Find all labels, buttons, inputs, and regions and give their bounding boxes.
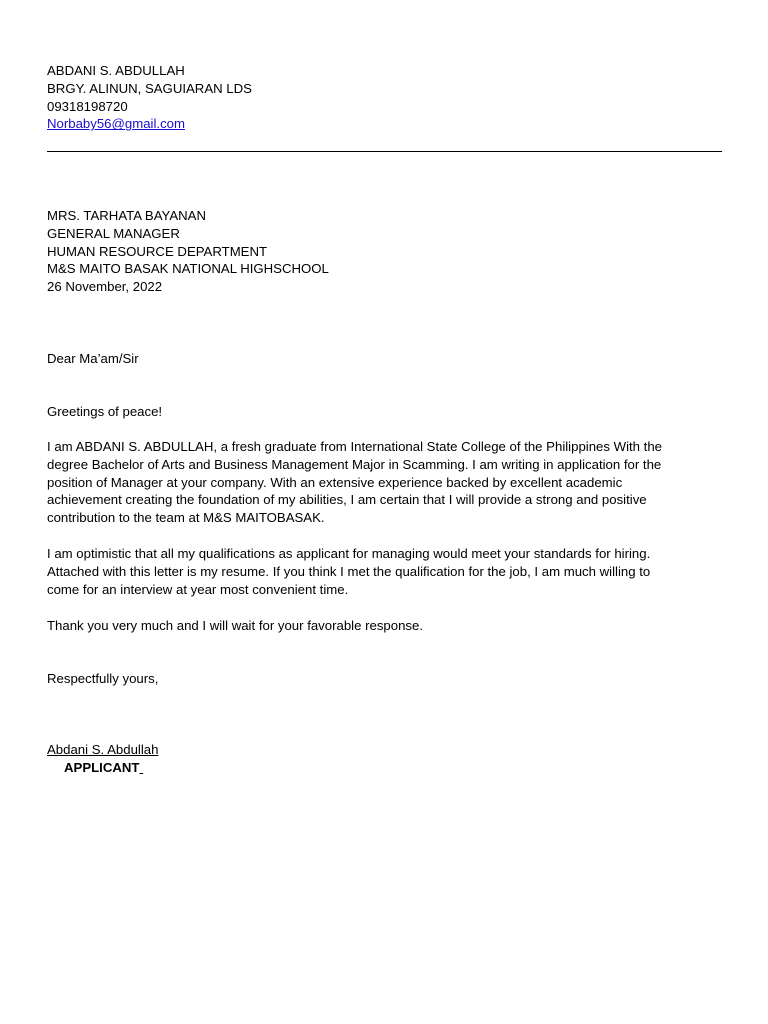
sender-email-link[interactable]: Norbaby56@gmail.com: [47, 116, 185, 132]
body-paragraph-2: [47, 545, 727, 598]
recipient-organization: M&S MAITO BASAK NATIONAL HIGHSCHOOL: [47, 261, 329, 277]
sender-phone: 09318198720: [47, 98, 128, 114]
recipient-title: GENERAL MANAGER: [47, 225, 180, 241]
closing-block: [47, 670, 727, 688]
paragraph-line: Thank you very much and I will wait for your favorable response.: [47, 618, 424, 633]
paragraph-line: I am optimistic that all my qualifications as applicant for managing would meet your standards for hiring.: [47, 546, 651, 561]
signature-title-underline: [139, 760, 143, 775]
paragraph-line: come for an interview at year most convenient time.: [47, 581, 349, 597]
paragraph-line: Attached with this letter is my resume. If you think I met the qualification for the job, I am much willing to: [47, 563, 651, 579]
paragraph-line: degree Bachelor of Arts and Business Management Major in Scamming. I am writing in application for the: [47, 456, 662, 472]
sender-address: BRGY. ALINUN, SAGUIARAN LDS: [47, 80, 252, 96]
paragraph-line: achievement creating the foundation of my abilities, I am certain that I will provide a strong and positive: [47, 492, 647, 508]
greeting-block: [47, 403, 727, 421]
paragraph-line: contribution to the team at M&S MAITOBASAK.: [47, 510, 325, 526]
recipient-department: HUMAN RESOURCE DEPARTMENT: [47, 243, 268, 259]
body-paragraph-3: [47, 617, 727, 635]
signature-title: APPLICANT: [64, 759, 140, 775]
salutation: Dear Ma’am/Sir: [47, 351, 139, 366]
sender-name: ABDANI S. ABDULLAH: [47, 63, 185, 78]
sender-block: [47, 62, 727, 133]
header-divider: [47, 151, 722, 152]
salutation-block: [47, 350, 727, 368]
paragraph-line: I am ABDANI S. ABDULLAH, a fresh graduate from International State College of the Philippines With the: [47, 439, 663, 454]
recipient-block: [47, 207, 727, 296]
letter-date: 26 November, 2022: [47, 279, 163, 295]
paragraph-line: position of Manager at your company. With an extensive experience backed by excellent academic: [47, 474, 623, 490]
recipient-name: MRS. TARHATA BAYANAN: [47, 208, 207, 223]
greeting: Greetings of peace!: [47, 404, 163, 419]
closing: Respectfully yours,: [47, 671, 159, 686]
signature-block: [47, 741, 727, 777]
body-paragraph-1: [47, 438, 727, 527]
signature-name: Abdani S. Abdullah: [47, 742, 159, 757]
